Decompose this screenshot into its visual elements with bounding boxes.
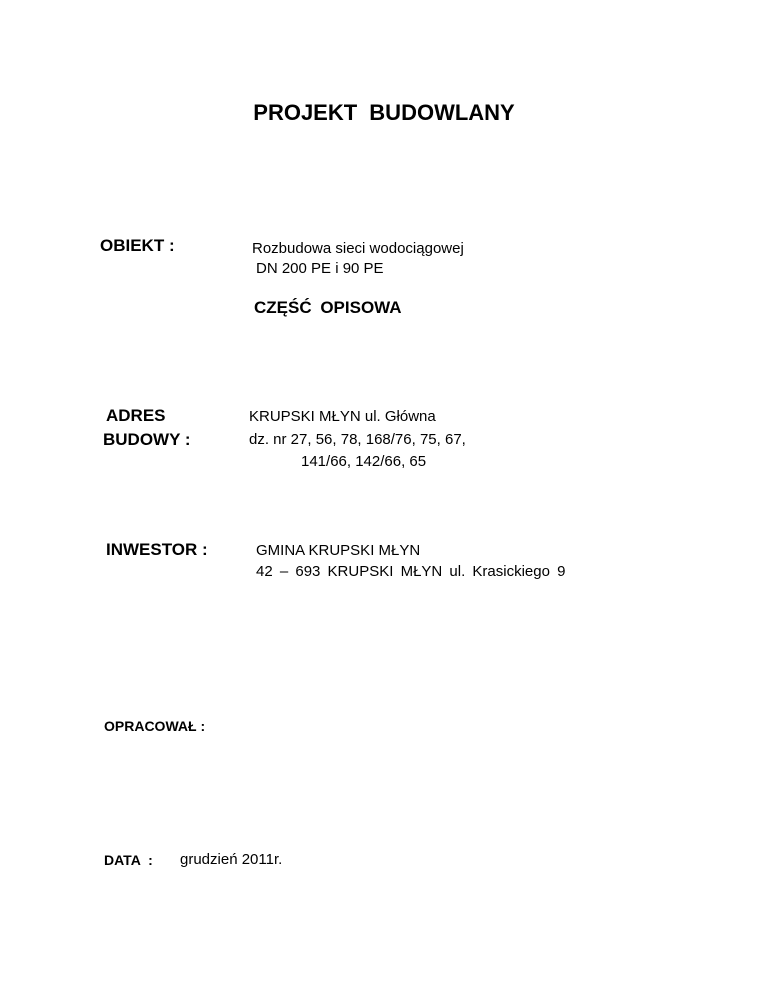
obiekt-line-1: Rozbudowa sieci wodociągowej xyxy=(252,240,464,257)
page-title: PROJEKT BUDOWLANY xyxy=(253,100,515,125)
inwestor-label: INWESTOR : xyxy=(106,540,208,559)
data-value: grudzień 2011r. xyxy=(180,851,283,868)
obiekt-section-title: CZĘŚĆ OPISOWA xyxy=(254,298,402,317)
inwestor-line-2: 42 – 693 KRUPSKI MŁYN ul. Krasickiego 9 xyxy=(256,563,566,580)
adres-label-line-2: BUDOWY : xyxy=(103,430,191,449)
inwestor-line-1: GMINA KRUPSKI MŁYN xyxy=(256,542,421,559)
data-label: DATA : xyxy=(104,852,153,868)
adres-line-2: dz. nr 27, 56, 78, 168/76, 75, 67, xyxy=(249,431,466,448)
obiekt-label: OBIEKT : xyxy=(100,236,175,255)
adres-line-3: 141/66, 142/66, 65 xyxy=(301,453,427,470)
obiekt-line-2: DN 200 PE i 90 PE xyxy=(256,260,384,277)
adres-label-line-1: ADRES xyxy=(106,406,166,425)
opracowal-label: OPRACOWAŁ : xyxy=(104,718,206,734)
adres-line-1: KRUPSKI MŁYN ul. Główna xyxy=(249,408,436,425)
